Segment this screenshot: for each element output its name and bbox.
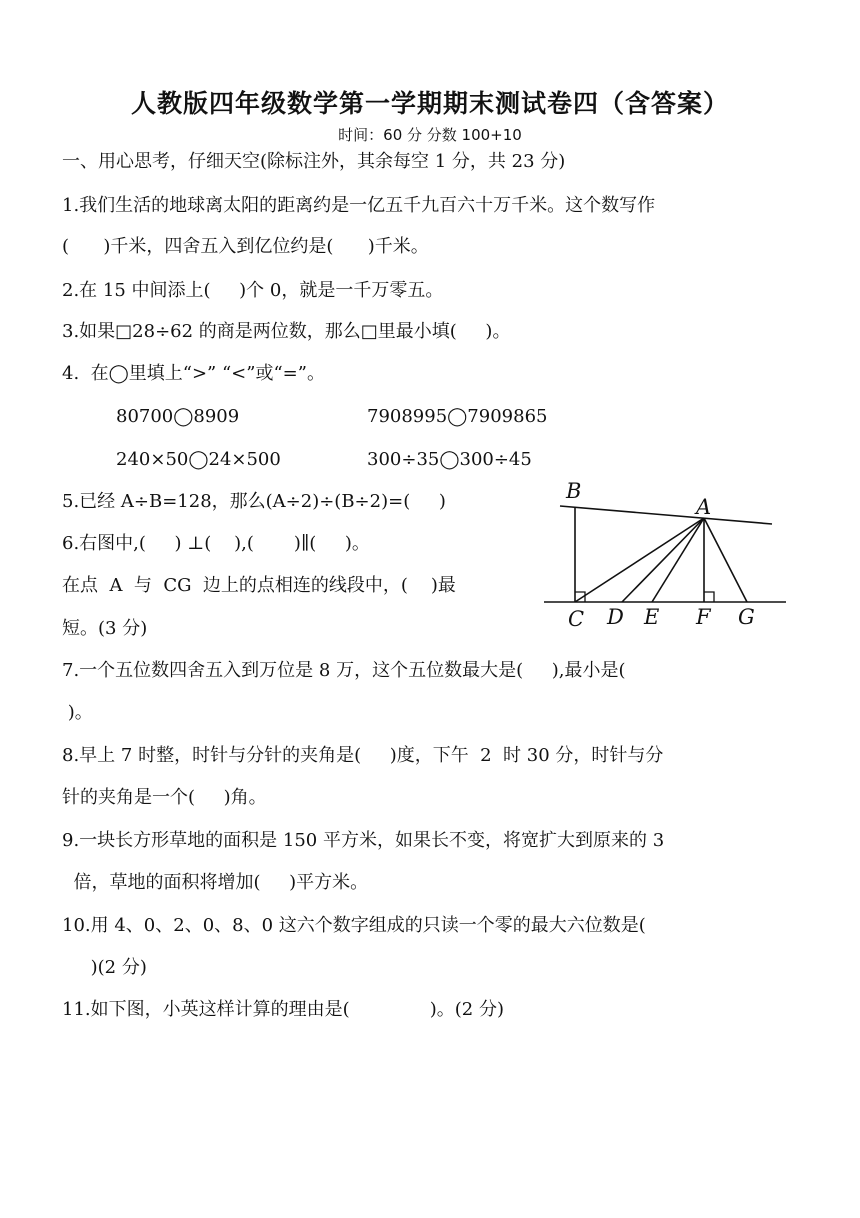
label-e: E [644,605,660,629]
line-ba [560,506,772,524]
question-8-line-2: 针的夹角是一个( )角。 [62,787,267,808]
label-c: C [568,607,585,631]
question-6-line-3: 短。(3 分) [62,618,148,639]
question-4-item-d: 300÷35◯300÷45 [367,449,532,470]
label-g: G [738,605,755,629]
exam-info: 时间：60 分 分数 100+10 [338,126,522,144]
question-7-line-2: )。 [62,702,93,723]
question-9-line-1: 9.一块长方形草地的面积是 150 平方米，如果长不变，将宽扩大到原来的 3 [62,830,665,851]
segment-ad [622,518,704,602]
label-a: A [696,495,712,519]
question-2: 2.在 15 中间添上( )个 0，就是一千万零五。 [62,280,444,301]
right-angle-mark-f [704,592,714,602]
question-4-item-a: 80700◯8909 [116,406,240,427]
label-f: F [696,605,711,629]
section-heading: 一、用心思考，仔细天空(除标注外，其余每空 1 分，共 23 分) [62,151,566,172]
question-11: 11.如下图，小英这样计算的理由是( )。(2 分) [62,999,504,1020]
question-9-line-2: 倍，草地的面积将增加( )平方米。 [62,872,369,893]
segment-ag [704,518,747,602]
question-4-item-c: 240×50◯24×500 [116,449,281,470]
question-4: 4. 在◯里填上“>” “<”或“=”。 [62,363,325,384]
page-title: 人教版四年级数学第一学期期末测试卷四（含答案） [130,89,729,118]
question-5: 5.已经 A÷B=128，那么(A÷2)÷(B÷2)=( ) [62,491,446,512]
geometry-figure [540,474,790,634]
question-10-line-2: )(2 分) [62,957,147,978]
question-8-line-1: 8.早上 7 时整，时针与分针的夹角是( )度，下午 2 时 30 分，时针与分 [62,745,664,766]
segment-ac [575,518,704,602]
question-4-item-b: 7908995◯7909865 [367,406,548,427]
question-3: 3.如果□28÷62 的商是两位数，那么□里最小填( )。 [62,321,511,342]
label-b: B [566,479,582,503]
question-1-line-1: 1.我们生活的地球离太阳的距离约是一亿五千九百六十万千米。这个数写作 [62,195,656,216]
segment-ae [652,518,704,602]
question-10-line-1: 10.用 4、0、2、0、8、0 这六个数字组成的只读一个零的最大六位数是( [62,915,646,936]
question-6-line-1: 6.右图中,( ) ⊥( ),( )∥( )。 [62,533,370,554]
question-7-line-1: 7.一个五位数四舍五入到万位是 8 万，这个五位数最大是( ),最小是( [62,660,626,681]
question-1-line-2: ( )千米，四舍五入到亿位约是( )千米。 [62,236,429,257]
question-6-line-2: 在点 A 与 CG 边上的点相连的线段中，( )最 [62,575,456,596]
label-d: D [607,605,624,629]
